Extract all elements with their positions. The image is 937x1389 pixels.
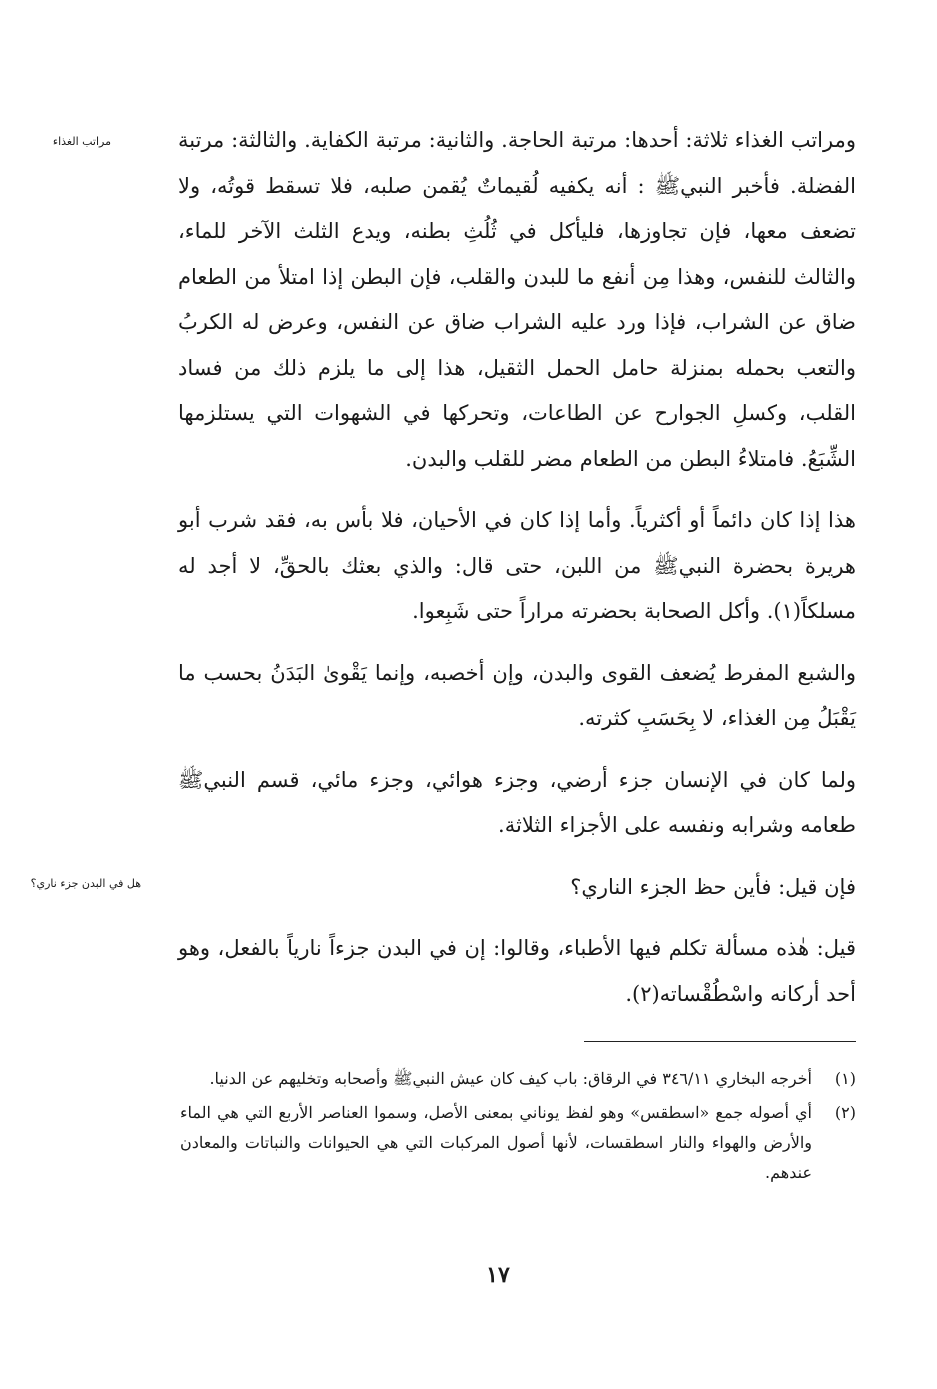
main-text xyxy=(178,118,856,1017)
footnote-text: أي أصوله جمع «اسطقس» وهو لفظ يوناني بمعنى الأصل، وسموا العناصر الأربع التي هي الماء والأرض والهواء والنار اسطقسات، لأنها أصول المركبات التي هي الحيوانات والنباتات والمعادن عندهم. xyxy=(180,1103,812,1182)
margin-note-food-levels: مراتب الغذاء xyxy=(52,135,111,148)
footnote xyxy=(180,1064,856,1094)
footnote-divider xyxy=(584,1041,856,1042)
footnote-text: أخرجه البخاري ٣٤٦/١١ في الرقاق: باب كيف كان عيش النبيﷺ وأصحابه وتخليهم عن الدنيا. xyxy=(209,1069,812,1088)
footnote-number: (١) xyxy=(834,1069,856,1088)
margin-note-fire-element: هل في البدن جزء ناري؟ xyxy=(30,877,141,890)
paragraph: ومراتب الغذاء ثلاثة: أحدها: مرتبة الحاجة. والثانية: مرتبة الكفاية. والثالثة: مرتبة الفضلة. فأخبر النبيﷺ : أنه يكفيه لُقيماتٌ يُقمن صلبه، فلا تسقط قوتُه، ولا تضعف معها، فإن تجاوزها، فليأكل في ثُلُثِ بطنه، ويدع الثلث الآخر للماء، والثالث للنفس، وهذا مِن أنفع ما للبدن والقلب، فإن البطن إذا امتلأ من الطعام ضاق عن الشراب، فإذا ورد عليه الشراب ضاق عن النفس، وعرض له الكربُ والتعب بحمله بمنزلة حامل الحمل الثقيل، هذا إلى ما يلزم ذلك من فساد القلب، وكسلِ الجوارح عن الطاعات، وتحركها في الشهوات التي يستلزمها الشِّبَعُ. فامتلاءُ البطن من الطعام مضر للقلب والبدن. xyxy=(178,128,856,471)
paragraph: والشبع المفرط يُضعف القوى والبدن، وإن أخصبه، وإنما يَقْوىٰ البَدَنُ بحسب ما يَقْبَلُ مِن الغذاء، لا بِحَسَبِ كثرته. xyxy=(178,660,856,730)
paragraph: ولما كان في الإنسان جزء أرضي، وجزء هوائي، وجزء مائي، قسم النبيﷺ طعامه وشرابه ونفسه على الأجزاء الثلاثة. xyxy=(178,767,856,837)
paragraph: فإن قيل: فأين حظ الجزء الناري؟ xyxy=(570,874,856,899)
paragraph: هذا إذا كان دائماً أو أكثرياً. وأما إذا كان في الأحيان، فلا بأس به، فقد شرب أبو هريرة بحضرة النبيﷺ من اللبن، حتى قال: والذي بعثك بالحقِّ، لا أجد له مسلكاً(١). وأكل الصحابة بحضرته مراراً حتى شَبِعوا. xyxy=(178,508,856,623)
paragraph: قيل: هٰذه مسألة تكلم فيها الأطباء، وقالوا: إن في البدن جزءاً نارياً بالفعل، وهو أحد أركانه واسْطُقْساته(٢). xyxy=(178,936,856,1006)
page-number: ١٧ xyxy=(486,1262,510,1288)
footnote-number: (٢) xyxy=(834,1103,856,1122)
footnotes xyxy=(180,1064,856,1192)
footnote xyxy=(180,1098,856,1188)
